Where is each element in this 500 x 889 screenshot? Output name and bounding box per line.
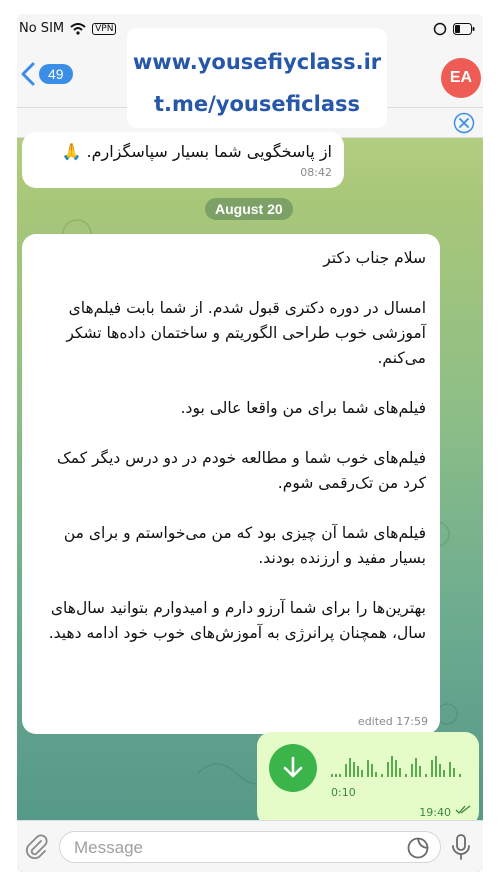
message-bubble-incoming[interactable] [22,234,440,734]
carrier-label: No SIM [19,21,65,36]
message-time: edited 17:59 [357,715,428,728]
message-placeholder: Message [74,838,143,857]
back-button[interactable] [21,62,73,86]
download-voice-button[interactable] [269,744,317,792]
unread-count-badge: 49 [39,64,73,84]
message-time: 08:42 [300,166,332,179]
vpn-badge: VPN [92,23,116,35]
mic-icon[interactable] [451,833,471,861]
avatar[interactable]: EA [441,58,481,98]
orientation-lock-icon [433,22,447,36]
website-url: www.yousefiyclass.ir [132,50,382,74]
back-chevron-icon [21,62,35,86]
read-receipt-icon [455,805,471,815]
voice-waveform[interactable] [331,750,467,780]
sticker-icon[interactable] [406,836,430,860]
message-time: 19:40 [419,806,451,819]
battery-icon [453,23,475,35]
download-arrow-icon [282,756,304,780]
message-text: از پاسخگویی شما بسیار سپاسگزارم. 🙏 [61,142,332,161]
message-text: سلام جناب دکتر امسال در دوره دکتری قبول شدم. از شما بابت فیلم‌های آموزشی خوب طراحی الگوریتم و ساختمان داده‌ها تشکر می‌کنم. فیلم‌های شما برای من واقعا عالی بود. فیلم‌های خوب شما و مطالعه خودم در دو درس دیگر کمک کرد من تک‌رقمی شوم. فیلم‌های شما آن چیزی بود که من می‌خواستم و برای من بسیار مفید و ارزنده بودند. بهترین‌ها را برای شما آرزو دارم و امیدوارم بتوانید سال‌های سال، همچنان پرانرژی به آموزش‌های خوب خود ادامه دهید. [48,249,426,642]
telegram-screen [17,14,483,872]
date-separator: August 20 [205,198,293,220]
close-icon[interactable] [453,112,475,134]
attach-icon[interactable] [23,833,49,861]
message-input-bar [17,820,483,872]
message-bubble-incoming[interactable] [22,132,344,188]
wifi-icon [70,23,86,35]
watermark-overlay [127,28,387,128]
telegram-channel-url: t.me/youseficlass [153,92,360,116]
voice-duration: 0:10 [331,786,356,799]
voice-message-bubble-outgoing[interactable] [257,732,479,826]
message-input[interactable] [59,831,441,863]
